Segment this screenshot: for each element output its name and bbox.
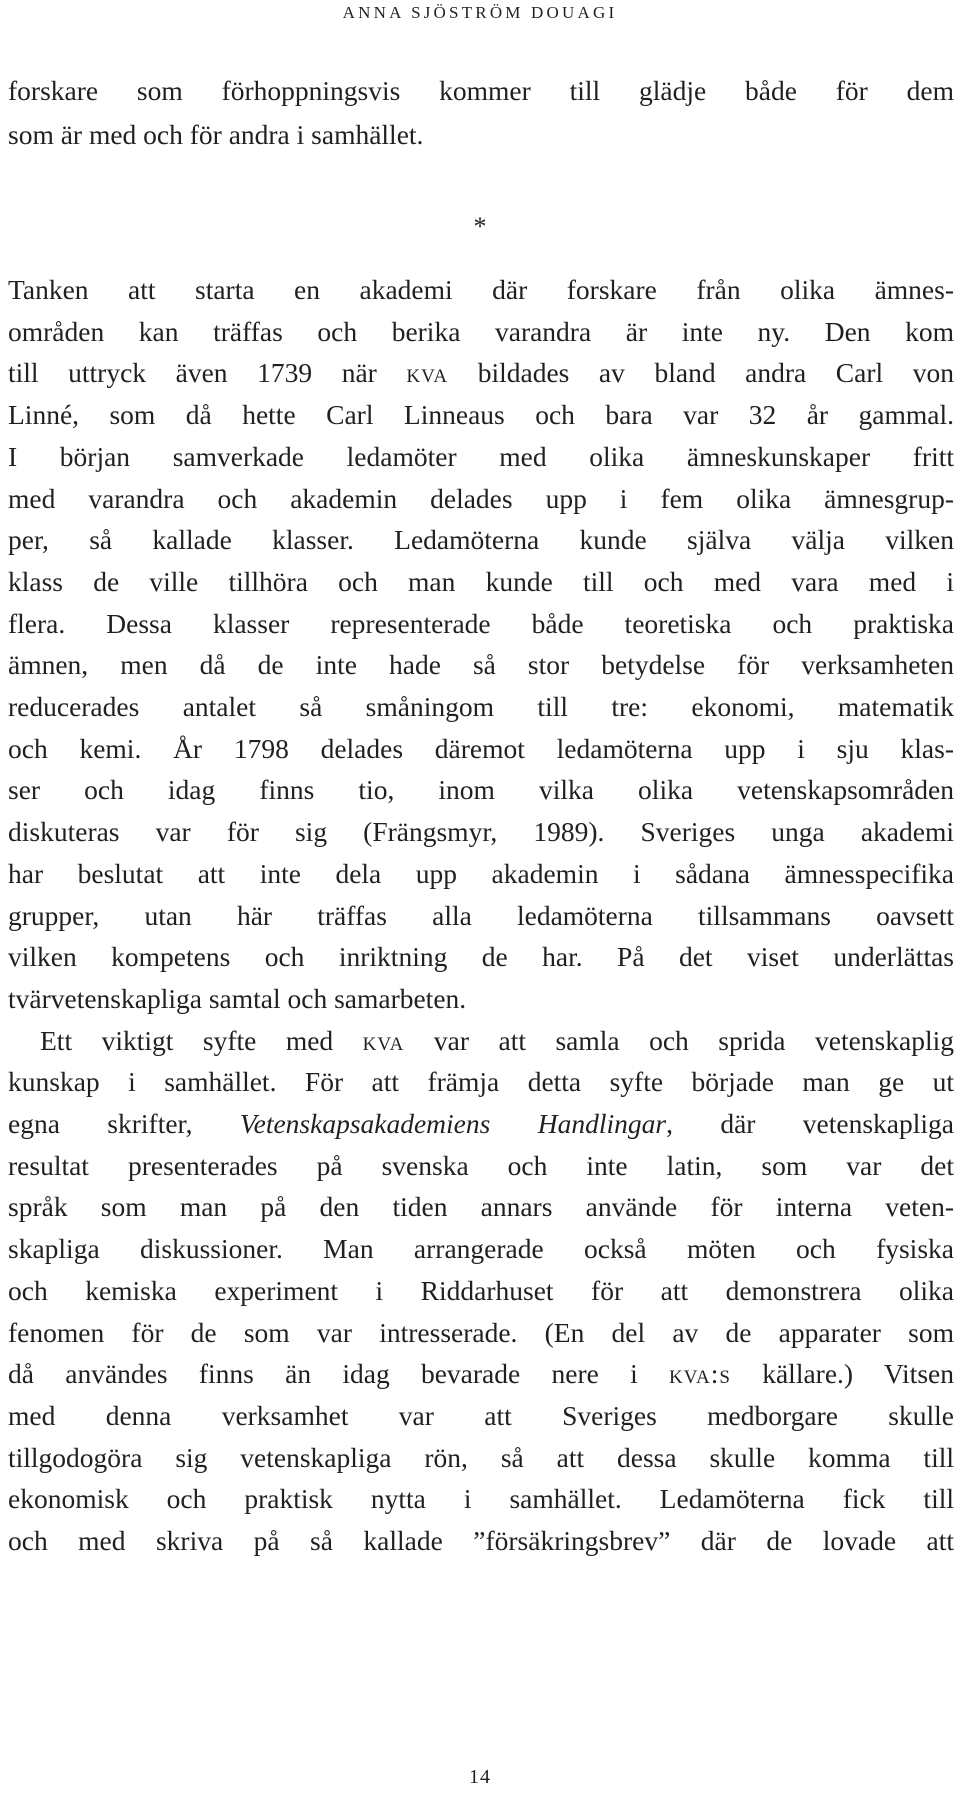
text-segment: ekonomisk och praktisk nytta i samhället. Ledamöterna fick till: [8, 1483, 954, 1515]
text-line: [8, 269, 954, 311]
text-line: [8, 1270, 954, 1312]
text-segment: forskare som förhoppningsvis kommer till glädje både för dem: [8, 75, 954, 106]
text-segment: grupper, utan här träffas alla ledamöterna tillsammans oavsett: [8, 899, 954, 931]
section-separator: *: [473, 212, 487, 241]
text-line: [8, 1395, 954, 1437]
text-segment: skapliga diskussioner. Man arrangerade också möten och fysiska: [8, 1233, 954, 1265]
text-line: [8, 728, 954, 770]
text-line: [8, 769, 954, 811]
text-line: [8, 114, 954, 156]
text-line: [8, 394, 954, 436]
text-segment: tvärvetenskapliga samtal och samarbeten.: [8, 982, 467, 1014]
text-segment: språk som man på den tiden annars använde för interna veten-: [8, 1191, 954, 1223]
text-segment: resultat presenterades på svenska och inte latin, som var det: [8, 1149, 954, 1181]
text-segment: som är med och för andra i samhället.: [8, 119, 424, 150]
text-segment: källare.) Vitsen: [730, 1358, 954, 1390]
text-segment: var att samla och sprida vetenskaplig: [404, 1024, 954, 1056]
text-line: [8, 1520, 954, 1562]
small-caps-abbr: kva: [362, 1024, 405, 1056]
text-line: [8, 436, 954, 478]
text-segment: och kemi. År 1798 delades däremot ledamöterna upp i sju klas-: [8, 732, 954, 764]
text-segment: kunskap i samhället. För att främja detta syfte började man ge ut: [8, 1066, 954, 1098]
text-line: [8, 352, 954, 394]
text-line: [8, 70, 954, 112]
text-segment: ser och idag finns tio, inom vilka olika vetenskapsområden: [8, 774, 954, 806]
text-line: [8, 603, 954, 645]
text-line: [8, 1478, 954, 1520]
text-segment: flera. Dessa klasser representerade både teoretiska och praktiska: [8, 607, 954, 639]
text-line: [8, 644, 954, 686]
text-segment: Linné, som då hette Carl Linneaus och bara var 32 år gammal.: [8, 399, 954, 431]
text-segment: vilken kompetens och inriktning de har. På det viset underlättas: [8, 941, 954, 973]
text-segment: områden kan träffas och berika varandra är inte ny. Den kom: [8, 315, 954, 347]
text-segment: med denna verksamhet var att Sveriges medborgare skulle: [8, 1399, 954, 1431]
text-line: [8, 686, 954, 728]
running-head: ANNA SJÖSTRÖM DOUAGI: [342, 3, 618, 22]
text-segment: Ett viktigt syfte med: [40, 1024, 363, 1056]
text-segment: ämnen, men då de inte hade så stor betydelse för verksamheten: [8, 649, 954, 681]
text-line: [8, 1061, 954, 1103]
text-line: [8, 978, 954, 1020]
text-segment: reducerades antalet så småningom till tre: ekonomi, matematik: [8, 691, 954, 722]
text-segment: och kemiska experiment i Riddarhuset för att demonstrera olika: [8, 1274, 954, 1306]
text-line: [8, 811, 954, 853]
text-segment: och med skriva på så kallade ”försäkringsbrev” där de lovade att: [8, 1525, 954, 1556]
text-line: [8, 895, 954, 937]
text-segment: med varandra och akademin delades upp i fem olika ämnesgrup-: [8, 482, 954, 514]
text-segment: bildades av bland andra Carl von: [448, 357, 954, 389]
text-line: [8, 936, 954, 978]
small-caps-abbr: kva: [406, 357, 449, 389]
text-line: [8, 1312, 954, 1354]
text-segment: till uttryck även 1739 när: [8, 357, 407, 389]
text-segment: då användes finns än idag bevarade nere i: [8, 1358, 670, 1390]
text-segment: egna skrifter,: [8, 1108, 240, 1139]
text-segment: per, så kallade klasser. Ledamöterna kunde själva välja vilken: [8, 524, 954, 556]
text-line: [8, 1145, 954, 1187]
text-segment: klass de ville tillhöra och man kunde till och med vara med i: [8, 565, 954, 597]
text-line: [8, 1020, 954, 1062]
text-segment: fenomen för de som var intresserade. (En del av de apparater som: [8, 1316, 954, 1348]
small-caps-abbr: kva:s: [669, 1358, 731, 1390]
text-line: [8, 1228, 954, 1270]
text-line: [8, 1437, 954, 1479]
text-segment: I början samverkade ledamöter med olika ämneskunskaper fritt: [8, 440, 954, 472]
text-line: [8, 519, 954, 561]
text-line: [8, 1186, 954, 1228]
text-segment: Tanken att starta en akademi där forskare från olika ämnes-: [8, 274, 954, 305]
page-number: 14: [469, 1766, 491, 1788]
text-line: [8, 561, 954, 603]
text-segment: diskuteras var för sig (Frängsmyr, 1989). Sveriges unga akademi: [8, 816, 954, 848]
text-segment: tillgodogöra sig vetenskapliga rön, så att dessa skulle komma till: [8, 1441, 954, 1473]
text-line: [8, 1103, 954, 1145]
text-segment: , där vetenskapliga: [666, 1108, 954, 1139]
text-line: [8, 1353, 954, 1395]
text-line: [8, 311, 954, 353]
text-segment: har beslutat att inte dela upp akademin i sådana ämnesspecifika: [8, 857, 954, 889]
text-line: [8, 853, 954, 895]
italic-title: Vetenskapsakademiens Handlingar: [239, 1108, 667, 1139]
text-line: [8, 478, 954, 520]
